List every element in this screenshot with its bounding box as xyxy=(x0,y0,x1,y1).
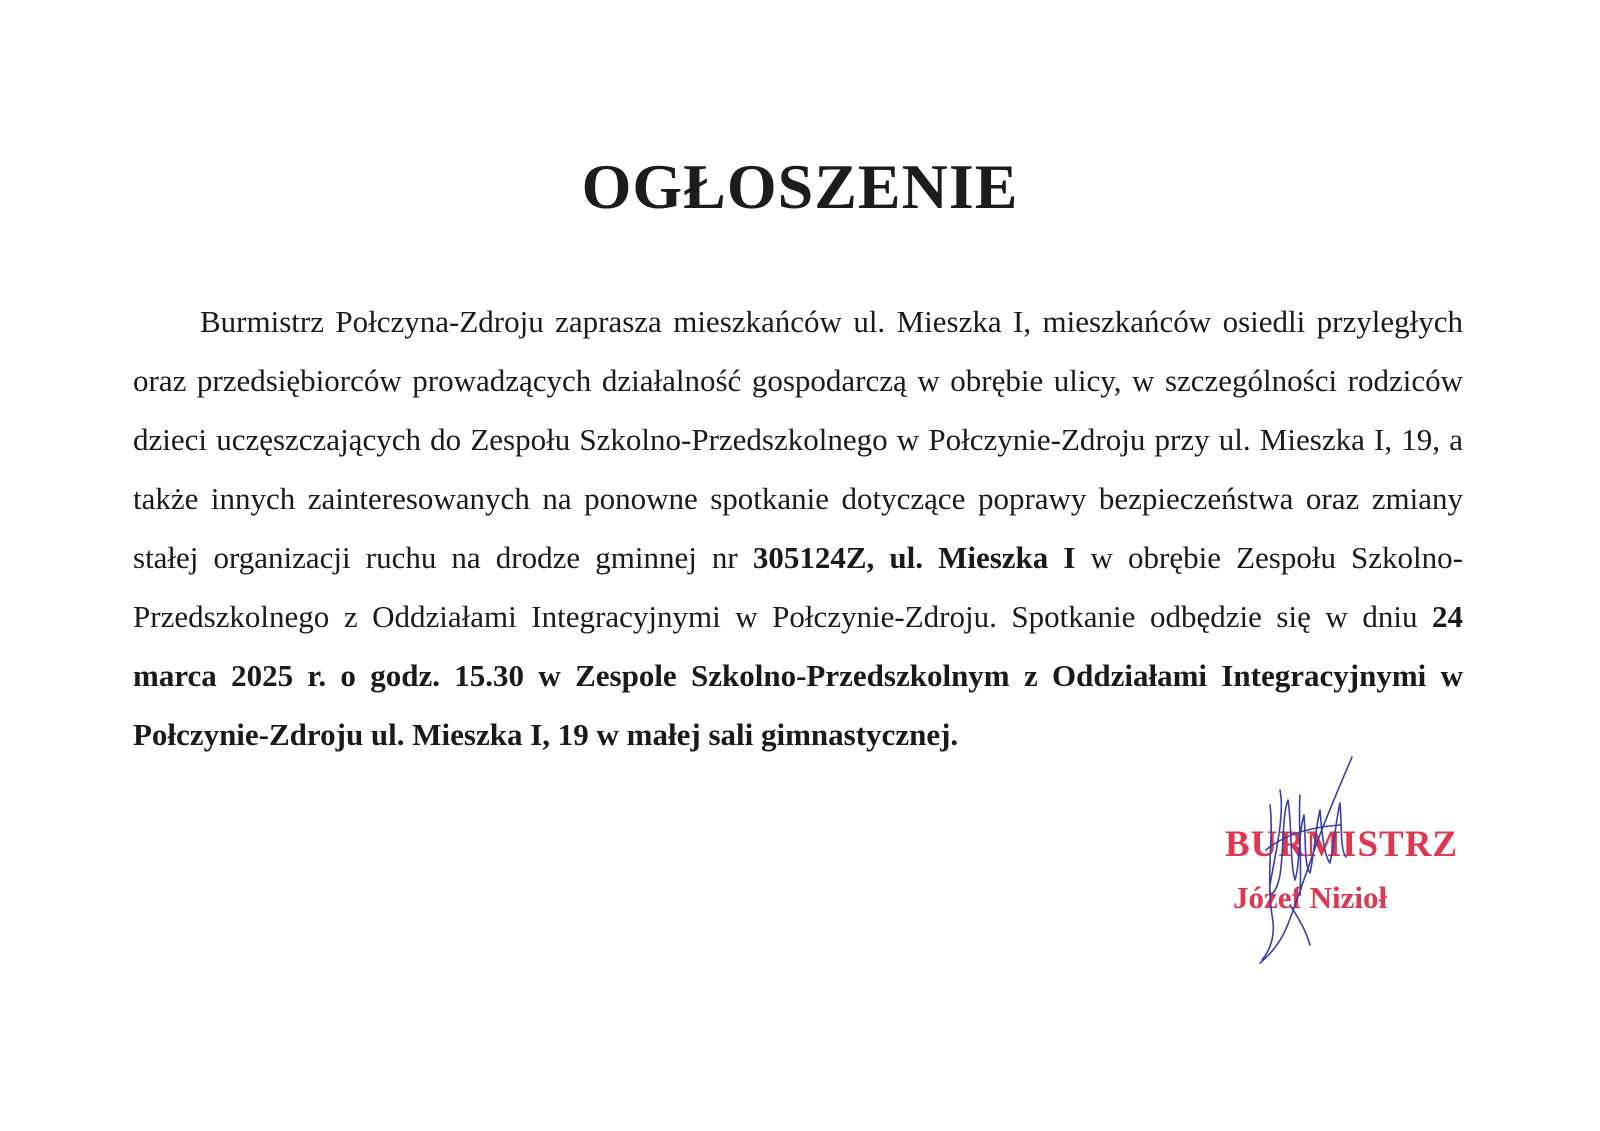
stamp-title: BURMISTRZ xyxy=(1225,824,1459,865)
meeting-date-location-bold: 24 marca 2025 r. o godz. 15.30 w Zespole Szkolno-Przedszkolnym z Oddziałami Integracyjnymi w Połczynie-Zdroju ul. Mieszka I, 19 w małej sali gimnastycznej. xyxy=(133,599,1463,752)
paragraph-text-part2: w obrębie Zespołu Szkolno-Przedszkolnego z Oddziałami Integracyjnymi w Połczynie-Zdroju. Spotkanie odbędzie się w dniu xyxy=(133,540,1463,634)
paragraph-text-part1: Burmistrz Połczyna-Zdroju zaprasza mieszkańców ul. Mieszka I, mieszkańców osiedli przyległych oraz przedsiębiorców prowadzących działalność gospodarczą w obrębie ulicy, w szczególności rodziców dzieci uczęszczających do Zespołu Szkolno-Przedszkolnego w Połczynie-Zdroju przy ul. Mieszka I, 19, a także innych zainteresowanych na ponowne spotkanie dotyczące poprawy bezpieczeństwa oraz zmiany stałej organizacji ruchu na drodze gminnej nr xyxy=(133,304,1463,575)
handwritten-signature-icon xyxy=(1240,755,1420,965)
road-number-bold: 305124Z, ul. Mieszka I xyxy=(752,540,1076,575)
stamp-name: Józef Nizioł xyxy=(1233,880,1388,915)
announcement-paragraph xyxy=(133,292,1463,764)
document-title: OGŁOSZENIE xyxy=(581,151,1019,222)
